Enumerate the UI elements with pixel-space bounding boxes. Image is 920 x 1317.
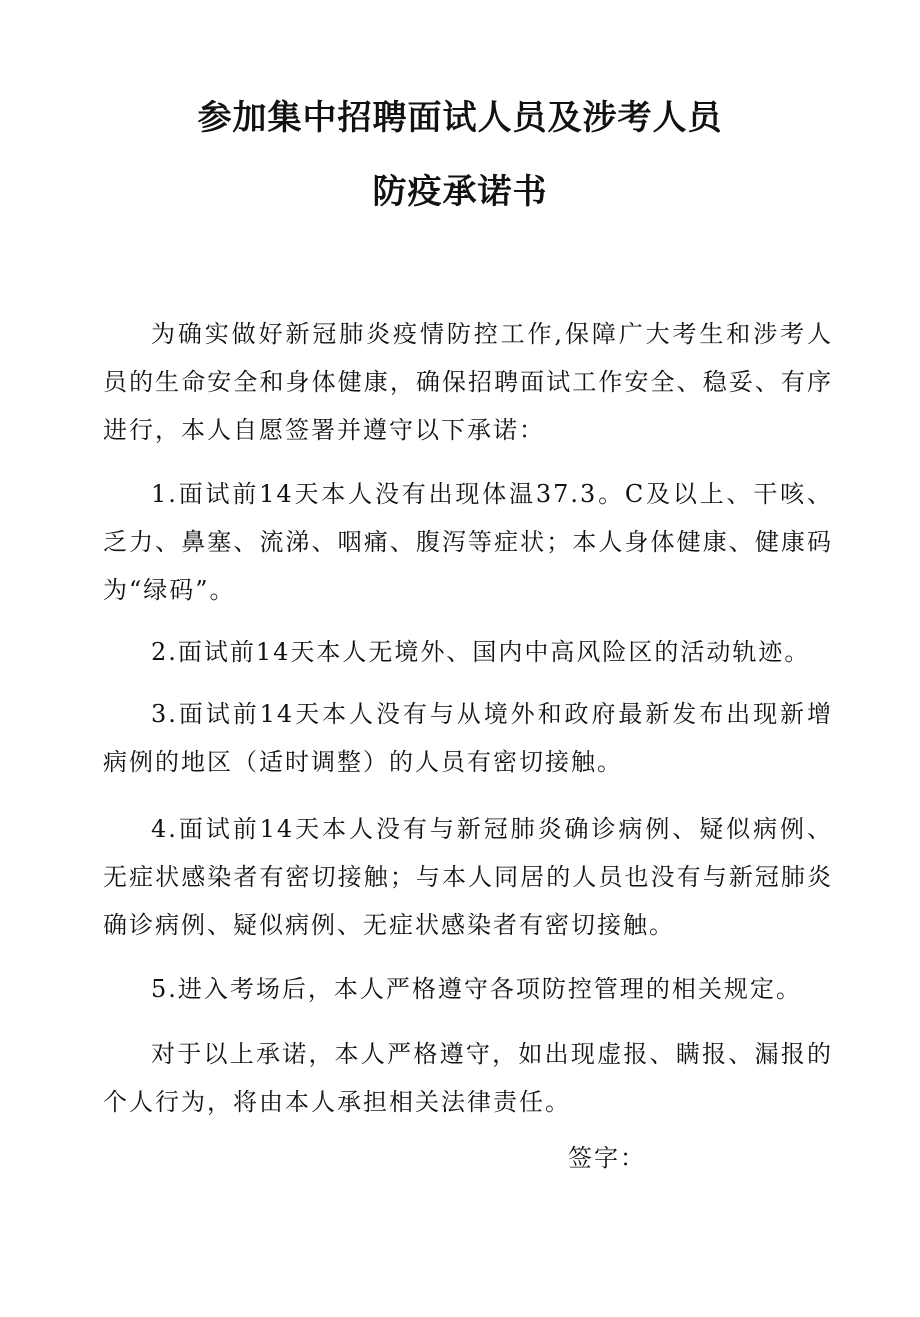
commitment-item-4: 4.面试前14天本人没有与新冠肺炎确诊病例、疑似病例、无症状感染者有密切接触；与本人同居的人员也没有与新冠肺炎确诊病例、疑似病例、无症状感染者有密切接触。 <box>103 815 833 939</box>
intro-paragraph: 为确实做好新冠肺炎疫情防控工作,保障广大考生和涉考人员的生命安全和身体健康，确保招聘面试工作安全、稳妥、有序进行，本人自愿签署并遵守以下承诺： <box>103 320 833 444</box>
document-title-line-2: 防疫承诺书 <box>372 172 548 212</box>
document-title-line-1: 参加集中招聘面试人员及涉考人员 <box>197 98 723 138</box>
commitment-item-5: 5.进入考场后，本人严格遵守各项防控管理的相关规定。 <box>151 975 802 1003</box>
closing-paragraph: 对于以上承诺，本人严格遵守，如出现虚报、瞒报、漏报的个人行为，将由本人承担相关法律责任。 <box>103 1040 833 1116</box>
signature-label: 签字： <box>568 1144 646 1172</box>
commitment-item-1: 1.面试前14天本人没有出现体温37.3。C及以上、干咳、乏力、鼻塞、流涕、咽痛、腹泻等症状；本人身体健康、健康码为“绿码”。 <box>103 480 833 604</box>
commitment-item-2: 2.面试前14天本人无境外、国内中高风险区的活动轨迹。 <box>151 638 811 666</box>
commitment-item-3: 3.面试前14天本人没有与从境外和政府最新发布出现新增病例的地区（适时调整）的人员有密切接触。 <box>103 700 833 776</box>
